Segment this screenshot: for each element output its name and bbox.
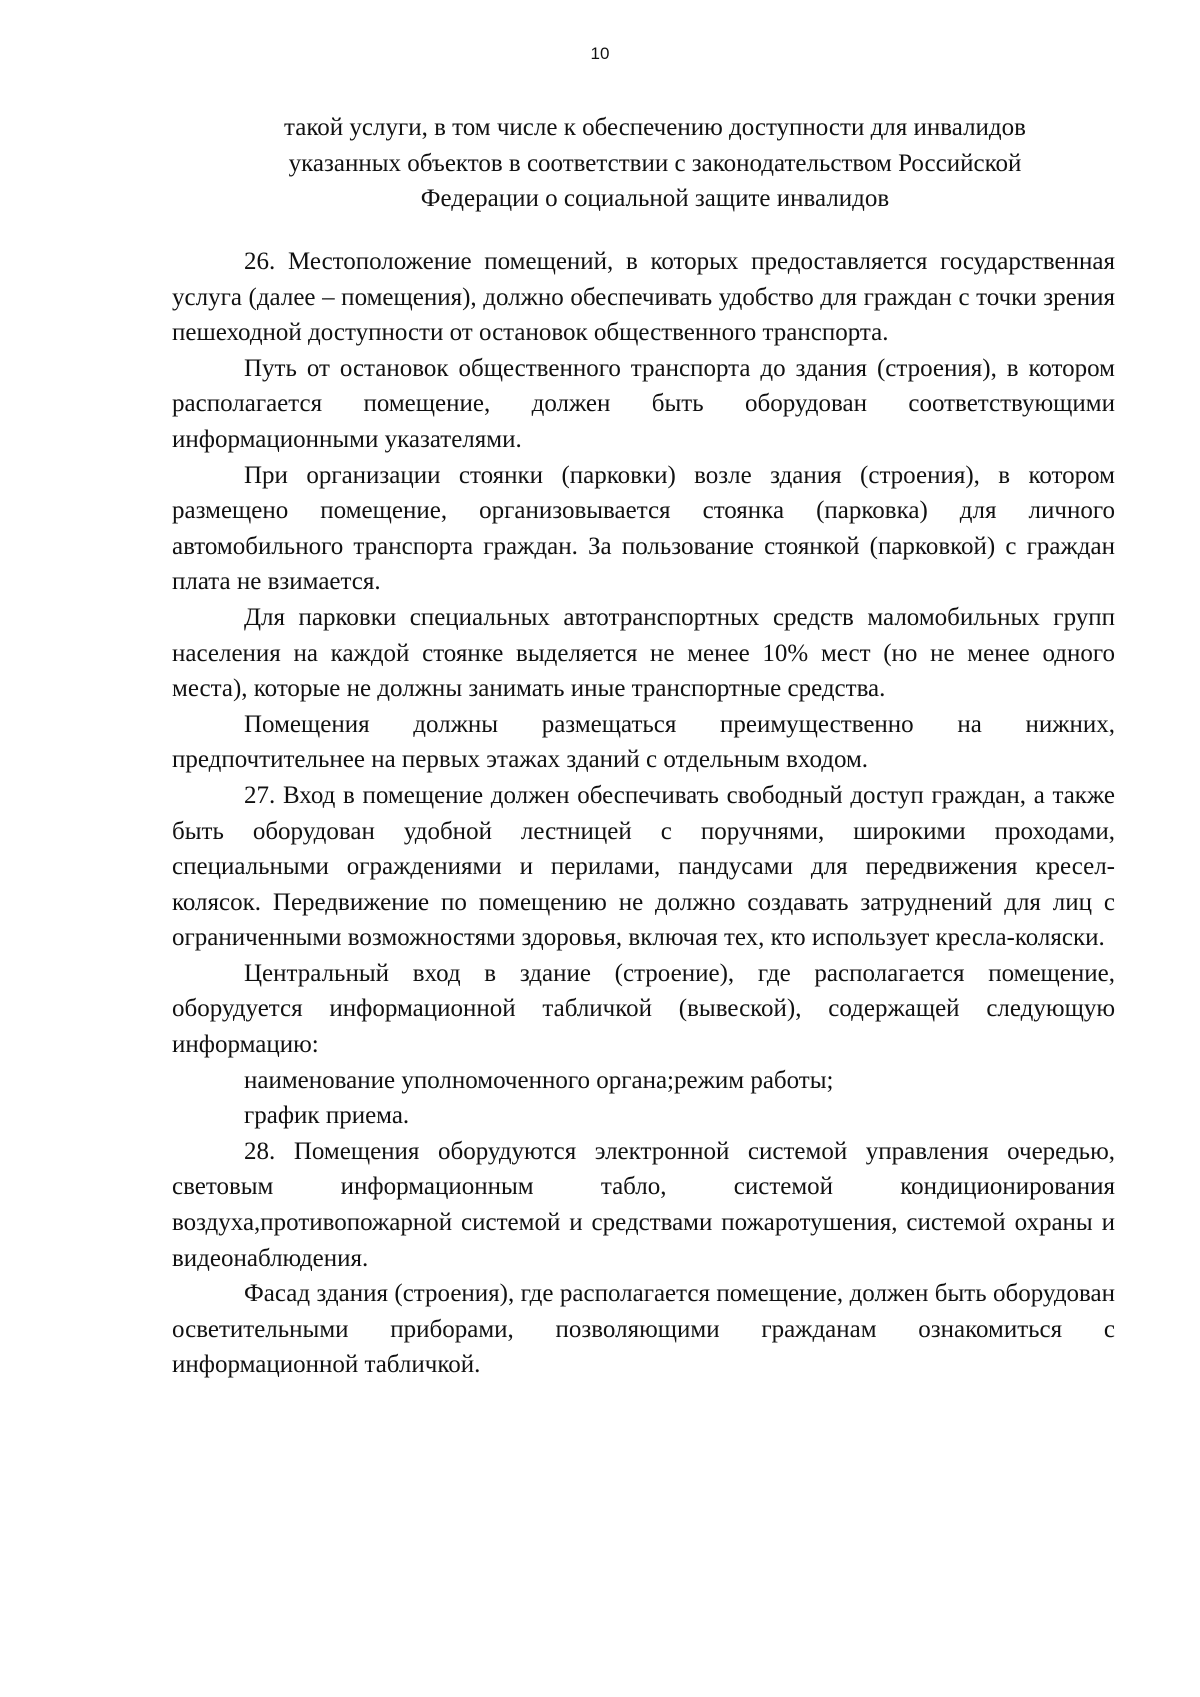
heading-line: такой услуги, в том числе к обеспечению доступности для инвалидов xyxy=(284,114,1026,141)
list-item-name-schedule: наименование уполномоченного органа;режим работы; xyxy=(244,1066,834,1094)
paragraph-entrance-sign: Центральный вход в здание (строение), где располагается помещение, оборудуется информационной табличкой (вывеской), содержащей следующую информацию: xyxy=(172,959,1115,1059)
heading-line: Федерации о социальной защите инвалидов xyxy=(420,185,890,212)
paragraph-27: 27. Вход в помещение должен обеспечивать свободный доступ граждан, а также быть оборудован удобной лестницей с поручнями, широкими проходами, специальными ограждениями и перилами, пандусами для передвижения кресел-колясок. Передвижение по помещению не должно создавать затруднений для лиц с ограниченными возможностями здоровья, включая тех, кто использует кресла-коляски. xyxy=(172,781,1115,952)
paragraph-disabled-parking: Для парковки специальных автотранспортных средств маломобильных групп населения на каждой стоянке выделяется не менее 10% мест (но не менее одного места), которые не должны занимать иные транспортные средства. xyxy=(172,603,1115,703)
heading-line: указанных объектов в соответствии с законодательством Российской xyxy=(288,149,1022,177)
section-heading xyxy=(230,110,1080,217)
body-text xyxy=(172,244,1115,1383)
paragraph-facade: Фасад здания (строения), где располагается помещение, должен быть оборудован осветительными приборами, позволяющими гражданам ознакомиться с информационной табличкой. xyxy=(172,1280,1115,1379)
page-number: 10 xyxy=(590,44,610,63)
paragraph-28: 28. Помещения оборудуются электронной системой управления очередью, световым информационным табло, системой кондиционирования воздуха,противопожарной системой и средствами пожаротушения, системой охраны и видеонаблюдения. xyxy=(172,1137,1115,1272)
paragraph-path: Путь от остановок общественного транспорта до здания (строения), в котором располагается помещение, должен быть оборудован соответствующими информационными указателями. xyxy=(172,354,1115,453)
list-item-reception: график приема. xyxy=(244,1102,410,1130)
paragraph-26: 26. Местоположение помещений, в которых предоставляется государственная услуга (далее – помещения), должно обеспечивать удобство для граждан с точки зрения пешеходной доступности от остановок общественного транспорта. xyxy=(172,248,1115,347)
paragraph-parking: При организации стоянки (парковки) возле здания (строения), в котором размещено помещение, организовывается стоянка (парковка) для личного автомобильного транспорта граждан. За пользование стоянкой (парковкой) с граждан плата не взимается. xyxy=(172,461,1115,596)
paragraph-floors: Помещения должны размещаться преимущественно на нижних, предпочтительнее на первых этажах зданий с отдельным входом. xyxy=(172,710,1115,774)
